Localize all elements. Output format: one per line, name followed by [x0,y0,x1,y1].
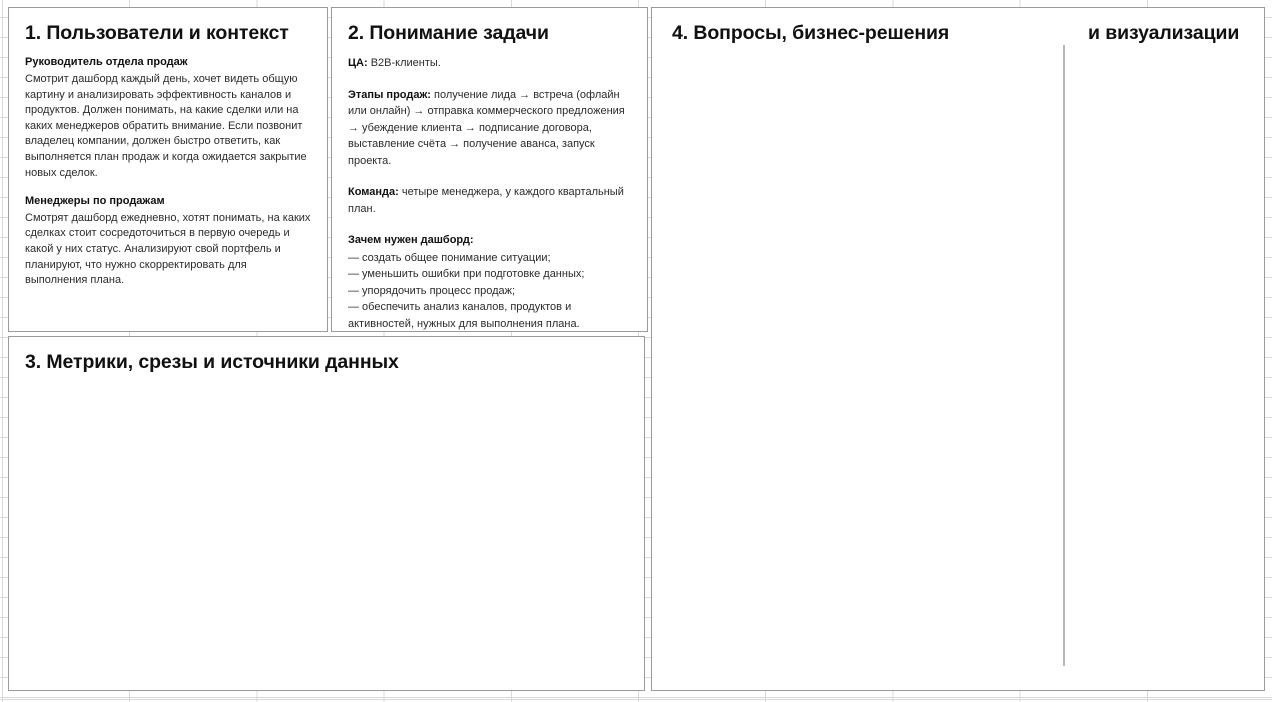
task-why-dashboard-heading: Зачем нужен дашборд: [348,234,474,247]
list-item: — упорядочить процесс продаж; [348,284,516,297]
task-block-why-dashboard [348,232,631,332]
users-block-head-of-sales-heading: Руководитель отдела продаж [25,56,188,69]
users-block-head-of-sales-text: Смотрит дашборд каждый день, хочет видеть общую картину и анализировать эффективность каналов и продуктов. Должен понимать, на какие сделки или на каких менеджеров обратить внимание. Если позвонит владелец компании, должен быстро ответить, как выполняется план продаж и когда ожидается закрытие новых сделок. [25,73,307,179]
panel-questions-title-left: 4. Вопросы, бизнес-решения [672,22,950,44]
list-item: — обеспечить анализ каналов, продуктов и активностей, нужных для выполнения плана. [348,301,580,330]
users-block-sales-managers [25,194,311,289]
panel-questions-content [652,8,1264,55]
panel-metrics-content [9,337,644,384]
panel-metrics-slices-sources[interactable] [8,336,645,691]
users-block-sales-managers-heading: Менеджеры по продажам [25,195,165,208]
panel-questions-column-divider [1063,45,1065,666]
task-audience-line [348,55,631,72]
users-block-head-of-sales [25,55,311,181]
panel-task-content [332,8,647,332]
panel-metrics-title: 3. Метрики, срезы и источники данных [25,351,399,373]
task-audience-label: ЦА: [348,57,368,70]
task-block-team [348,184,631,217]
task-block-sales-stages [348,87,631,170]
task-team-text: четыре менеджера, у каждого квартальный план. [348,186,624,215]
task-team-label: Команда: [348,186,399,199]
panel-questions-decisions-visualizations[interactable] [651,7,1265,691]
list-item: — создать общее понимание ситуации; [348,251,551,264]
panel-task-title: 2. Понимание задачи [348,22,549,44]
task-block-audience [348,55,631,72]
list-item: — уменьшить ошибки при подготовке данных; [348,268,585,281]
panel-users-title: 1. Пользователи и контекст [25,22,289,44]
panel-task-understanding[interactable] [331,7,648,332]
task-audience-text: B2B-клиенты. [367,57,441,70]
panel-questions-title-right: и визуализации [1088,22,1240,44]
panel-users-and-context[interactable] [8,7,328,332]
task-stages-label: Этапы продаж: [348,88,431,101]
task-why-dashboard-list [348,250,631,332]
task-team-line [348,184,631,217]
task-stages-text: получение лида → встреча (офлайн или онлайн) → отправка коммерческого предложения → убеждение клиента → подписание договора, выставление счёта → получение аванса, запуск проекта. [348,88,625,167]
panel-users-content [9,8,327,299]
users-block-sales-managers-text: Смотрят дашборд ежедневно, хотят понимать, на каких сделках стоит сосредоточиться в первую очередь и какой у них статус. Анализируют свой портфель и планируют, что нужно скорректировать для выполнения плана. [25,211,311,287]
panel-questions-title-row [652,22,1264,55]
task-stages-line [348,87,631,170]
